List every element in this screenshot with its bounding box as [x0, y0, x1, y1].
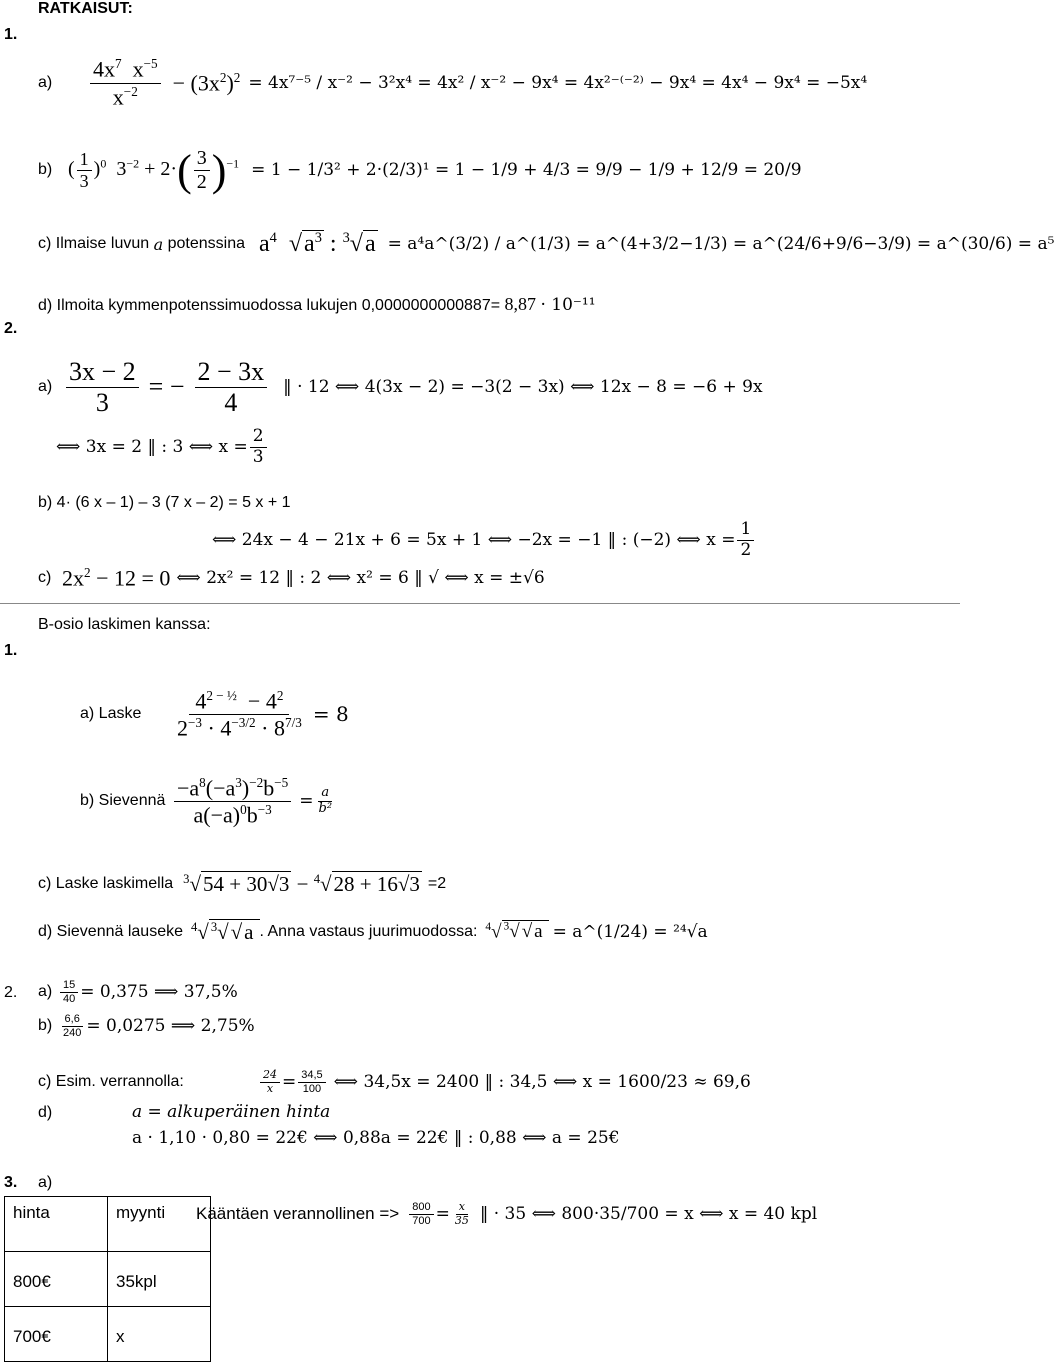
result: = 8: [312, 702, 349, 726]
fraction: $\frac{1}{2}$: [737, 520, 754, 560]
expression: $a^4$ $√a^3$ : $^3$√a: [259, 230, 376, 257]
fraction-1: $\frac{24}{x}$: [260, 1069, 280, 1095]
label: c) Esim. verrannolla:: [38, 1073, 184, 1090]
expression: $^4$√ $^3$√√a: [191, 920, 260, 945]
root-expression: $^4$√ $^3$√ √ a: [485, 921, 548, 943]
fraction: $\frac{-a^8(-a^3)^{-2}b^{-5}}{a(-a)^0b^{-3}}$: [174, 775, 291, 827]
steps: ⟺ 24x − 4 − 21x + 6 = 5x + 1 ⟺ −2x = −1 ‖ : (−2) ⟺ x =: [212, 530, 736, 550]
exercise-B-2c: c) Esim. verrannolla: $\frac{24}{x}$ = $\frac{34,5}{100}$ ⟺ 34,5x = 2400 ‖ : 34,5 ⟺ x = 1600/23 ≈ 69,6: [38, 1067, 751, 1095]
exercise-B-1c: [38, 866, 446, 902]
exercise-B-1a: [80, 664, 349, 764]
table-cell: x: [108, 1307, 211, 1362]
label: c) Laske laskimella: [38, 875, 174, 892]
section-number: 2.: [4, 320, 18, 337]
table-row: [5, 1307, 211, 1362]
section-number: 1.: [4, 26, 18, 43]
fraction-2: $\frac{34,5}{100}$: [298, 1069, 325, 1095]
result: = a^(1/24) = ²⁴√a: [552, 922, 708, 942]
table-cell: 800€: [5, 1252, 108, 1307]
exercise-2a: [38, 342, 763, 432]
fraction: $\frac{15}{40}$: [60, 979, 78, 1005]
equals: = −: [148, 372, 185, 401]
text: Kääntäen verannollinen =>: [196, 1204, 400, 1223]
exercise-B-2d-line-1: a = alkuperäinen hinta: [132, 1102, 331, 1122]
fraction: $\frac{4^{2 - \frac{1}{2}} - 4^2}{2^{-3} \cdot 4^{-3/2} \cdot 8^{7/3}}$: [177, 687, 302, 740]
table-row: [5, 1252, 211, 1307]
label: b): [38, 1017, 53, 1034]
label: d) Sievennä lauseke: [38, 923, 183, 940]
label: d) Ilmoita kymmenpotenssimuodossa lukujen 0,0000000000887=: [38, 297, 501, 314]
result: =: [299, 791, 314, 811]
result: =2: [427, 875, 447, 892]
exercise-2b: b) 4· (6 x – 1) – 3 (7 x – 2) = 5 x + 1: [38, 494, 291, 511]
equation: $2x^2 - 12 = 0$: [62, 564, 171, 591]
fraction: $\frac{4x^7 x^{-5}}{x^{-2}}$: [90, 56, 161, 110]
exercise-B-2d-label: d): [38, 1104, 53, 1121]
label: a): [38, 74, 53, 91]
label: b): [38, 161, 53, 178]
fraction: $\frac{6,6}{240}$: [63, 1012, 82, 1039]
label: c) Ilmaise luvun: [38, 235, 150, 252]
fraction-1: $\frac{800}{700}$: [409, 1201, 433, 1227]
page-title: RATKAISUT:: [38, 0, 133, 17]
expression: ( $\frac{1}{3}$ )$^0$ $3^{-2} + 2\cdot$( $\frac{3}{2}$ )$^{-1}$: [68, 145, 240, 195]
fraction: $\frac{2}{3}$: [250, 427, 267, 467]
expression: $^3$√54 + 30√3 − $^4$√28 + 16√3: [183, 871, 420, 896]
exercise-2a-steps-2: [56, 424, 269, 470]
power: · 10⁻¹¹: [540, 295, 596, 315]
label: c): [38, 569, 52, 586]
value: 8,87: [504, 294, 537, 314]
fraction-2: $\frac{x}{35}$: [454, 1199, 469, 1227]
result: = 0,0275 ⟹ 2,75%: [86, 1016, 255, 1036]
exercise-B-1d: [38, 914, 708, 950]
table-cell: myynti: [108, 1197, 211, 1252]
exercise-1d: [38, 294, 596, 315]
table-row: [5, 1197, 211, 1252]
middle-text: . Anna vastaus juurimuodossa:: [259, 923, 478, 940]
exercise-1b: [38, 136, 802, 204]
section-number: 1.: [4, 642, 18, 659]
result: = 0,375 ⟹ 37,5%: [80, 982, 238, 1002]
label: b) Sievennä: [80, 792, 166, 809]
section-number: 3.: [4, 1174, 18, 1191]
term: − $(3x^2)^2$: [172, 69, 241, 96]
section-number: 2.: [4, 984, 18, 1001]
exercise-B-1b: [80, 764, 337, 838]
ratio-table: [4, 1196, 211, 1362]
exercise-3a: Kääntäen verannollinen => $\frac{800}{700}$ = $\frac{x}{35}$ ‖ · 35 ⟺ 800·35/700 = x ⟺ x = 40 kpl: [196, 1199, 818, 1227]
label-2: potenssina: [167, 235, 245, 252]
exercise-2c: [38, 562, 545, 594]
exercise-2b-steps: [212, 516, 756, 564]
label: a): [38, 983, 53, 1000]
steps: ⟺ 3x = 2 ‖ : 3 ⟺ x =: [56, 437, 248, 457]
exercise-B-2d-line-2: a · 1,10 · 0,80 = 22€ ⟺ 0,88a = 22€ ‖ : 0,88 ⟺ a = 25€: [132, 1128, 620, 1148]
variable: a: [153, 234, 164, 254]
exercise-3a-label: a): [38, 1174, 53, 1191]
steps: ⟺ 2x² = 12 ‖ : 2 ⟺ x² = 6 ‖ √ ⟺ x = ±√6: [176, 568, 545, 588]
fraction-left: $\frac{3x - 2}{3}$: [66, 357, 139, 418]
table-cell: 700€: [5, 1307, 108, 1362]
result: ‖ · 35 ⟺ 800·35/700 = x ⟺ x = 40 kpl: [479, 1204, 818, 1224]
exercise-1a: [38, 48, 867, 118]
exercise-B-2b: [38, 1006, 255, 1046]
fraction-right: $\frac{2 - 3x}{4}$: [195, 357, 268, 418]
exercise-1c: [38, 214, 1054, 274]
result: = 1 − 1/3² + 2·(2/3)¹ = 1 − 1/9 + 4/3 = 9/9 − 1/9 + 12/9 = 20/9: [251, 160, 802, 180]
result: = a⁴a^(3/2) / a^(1/3) = a^(4+3/2−1/3) = a^(24/6+9/6−3/9) = a^(30/6) = a⁵: [387, 234, 1054, 254]
result: ⟺ 34,5x = 2400 ‖ : 34,5 ⟺ x = 1600/23 ≈ 69,6: [333, 1072, 751, 1092]
label: a) Laske: [80, 705, 142, 722]
result-fraction: $\frac{a}{\text{b²}}$: [318, 784, 333, 816]
result: = 4x⁷⁻⁵ / x⁻² − 3²x⁴ = 4x² / x⁻² − 9x⁴ = 4x²⁻⁽⁻²⁾ − 9x⁴ = 4x⁴ − 9x⁴ = −5x⁴: [248, 73, 868, 93]
steps: ‖ · 12 ⟺ 4(3x − 2) = −3(2 − 3x) ⟺ 12x − 8 = −6 + 9x: [283, 377, 763, 397]
table-cell: 35kpl: [108, 1252, 211, 1307]
table-cell: hinta: [5, 1197, 108, 1252]
divider: [0, 603, 960, 604]
section-title: B-osio laskimen kanssa:: [38, 616, 211, 633]
label: a): [38, 378, 53, 395]
